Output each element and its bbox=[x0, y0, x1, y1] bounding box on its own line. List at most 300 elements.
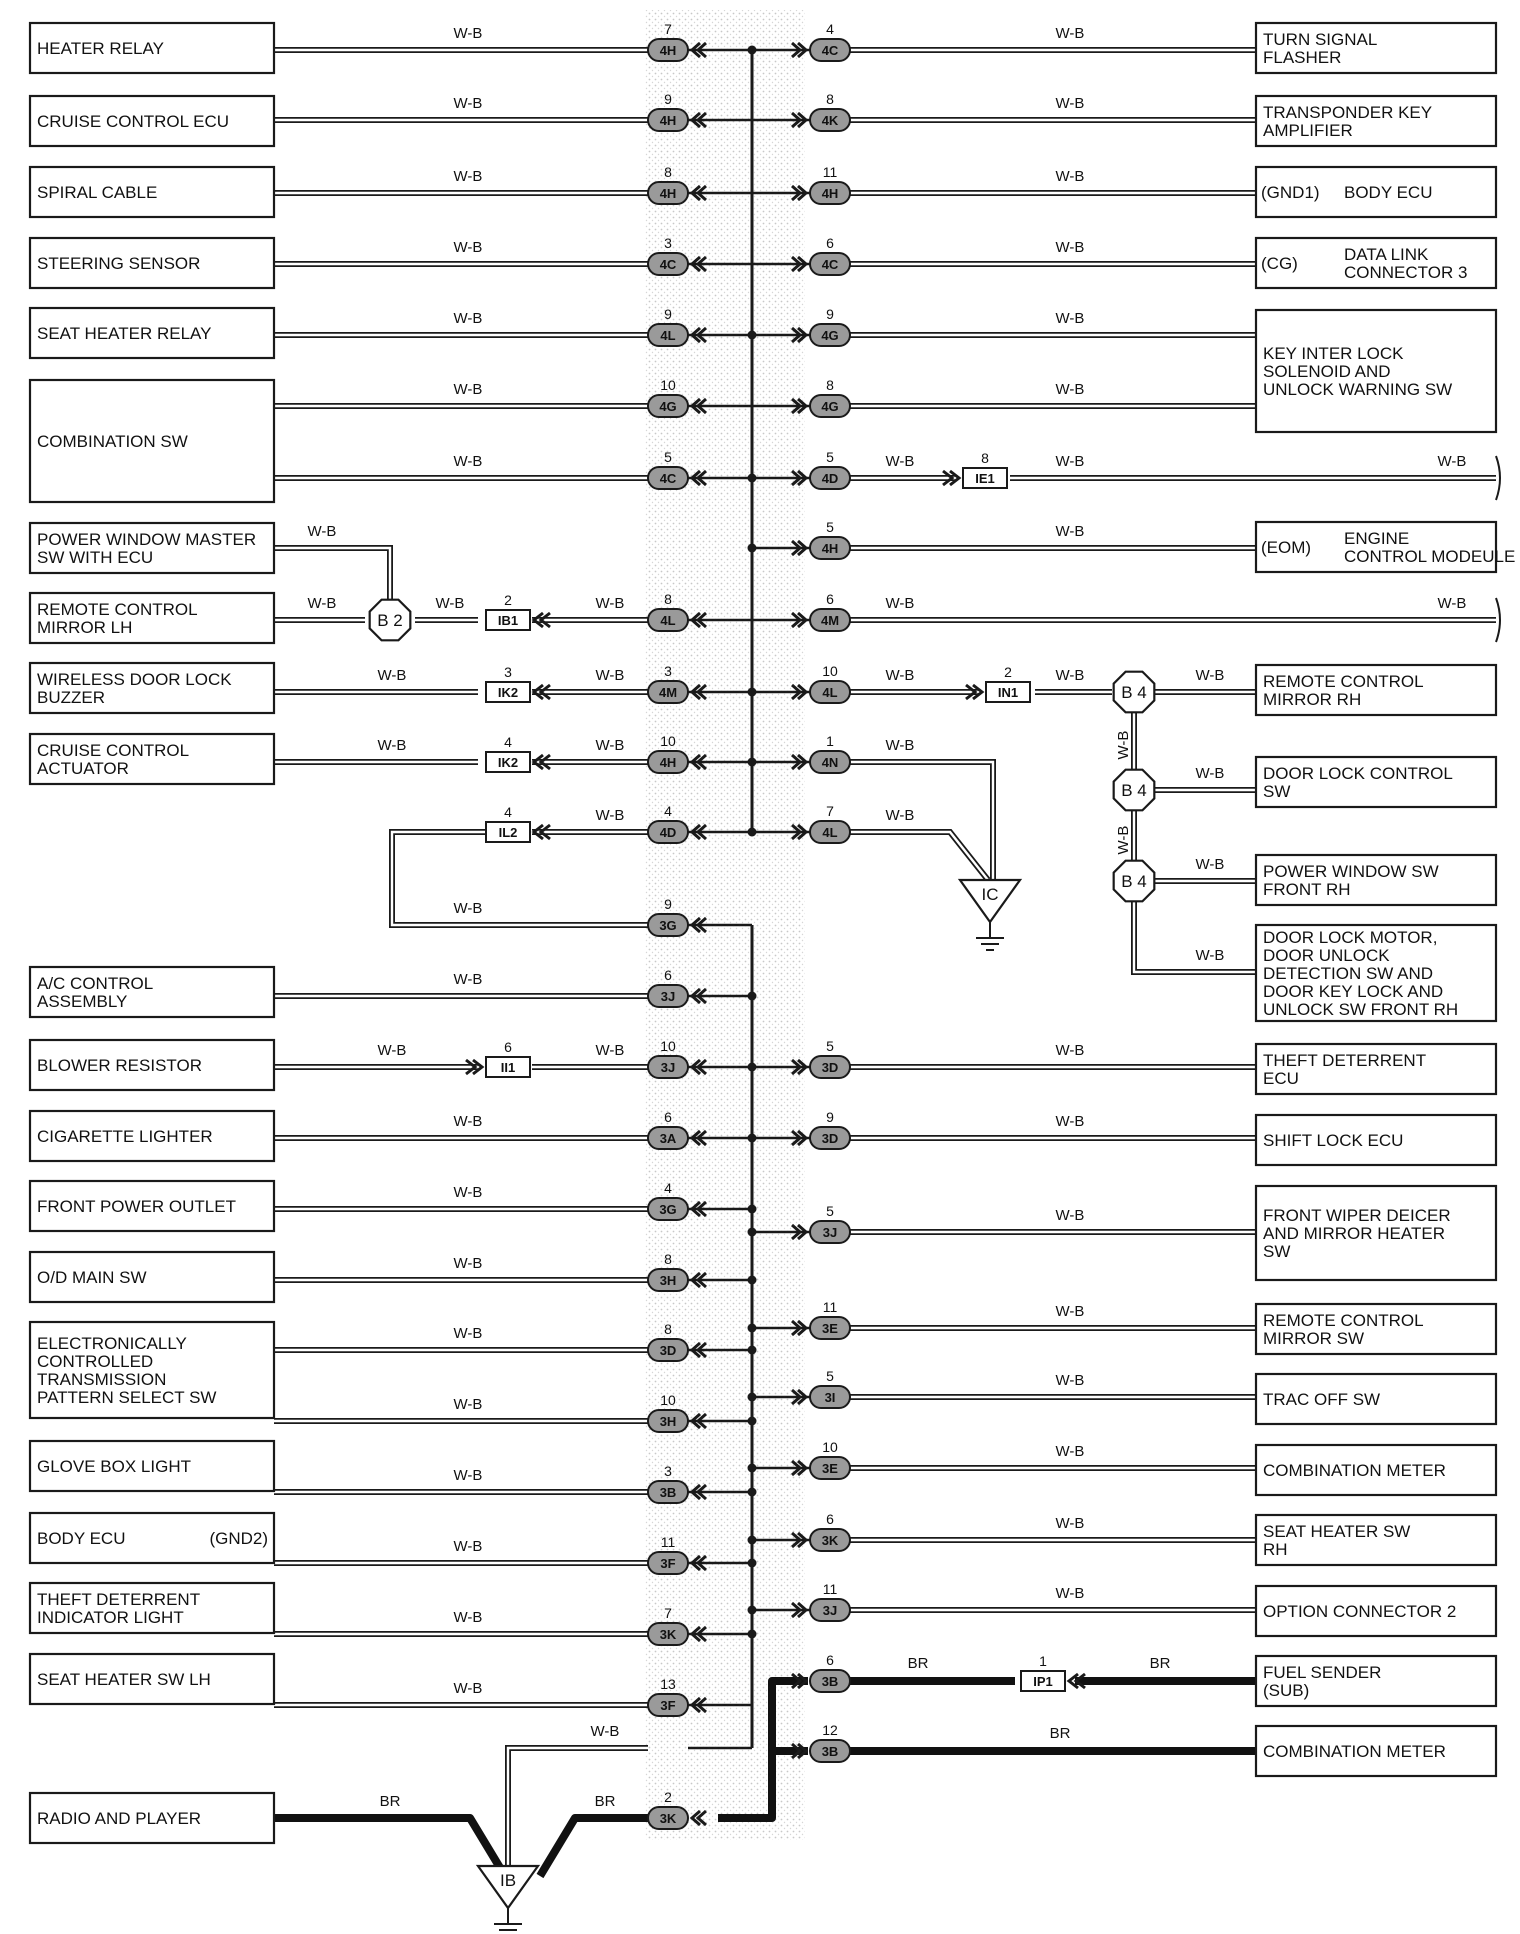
wire-color-label: W-B bbox=[453, 900, 483, 917]
component-label: FRONT POWER OUTLET bbox=[37, 1197, 236, 1216]
wire-wb bbox=[274, 548, 390, 600]
inline-pin: 4 bbox=[504, 804, 512, 820]
right-component-7 bbox=[1256, 757, 1496, 807]
connector-id: 4H bbox=[821, 541, 839, 556]
component-label: REMOTE CONTROL bbox=[1263, 1311, 1424, 1330]
wire-color-label: W-B bbox=[1055, 453, 1085, 470]
wire-color-label: W-B bbox=[377, 737, 407, 754]
left-component-20 bbox=[30, 1793, 274, 1843]
splice-dot bbox=[748, 1063, 757, 1072]
left-component-1 bbox=[30, 96, 274, 146]
component-label: DOOR LOCK CONTROL bbox=[1263, 764, 1453, 783]
component-label: RH bbox=[1263, 1540, 1288, 1559]
wire-outline bbox=[274, 548, 390, 600]
component-label: OPTION CONNECTOR 2 bbox=[1263, 1602, 1457, 1621]
wire-color-label: W-B bbox=[453, 971, 483, 988]
wire-color-label: W-B bbox=[1055, 381, 1085, 398]
pin-number: 5 bbox=[826, 519, 834, 535]
wire-color-label: W-B bbox=[885, 595, 915, 612]
pin-number: 6 bbox=[664, 1109, 672, 1125]
splice-dot bbox=[748, 688, 757, 697]
connector-id: 4N bbox=[821, 755, 839, 770]
connector-id: 3H bbox=[659, 1273, 677, 1288]
pin-number: 11 bbox=[822, 1299, 838, 1315]
inline-connector-0 bbox=[943, 450, 1007, 488]
left-component-18 bbox=[30, 1583, 274, 1633]
right-component-1 bbox=[1256, 96, 1496, 146]
right-component-6 bbox=[1256, 665, 1496, 715]
inline-pin: 2 bbox=[504, 592, 512, 608]
inline-connector-2 bbox=[486, 664, 550, 702]
wire-color-label: W-B bbox=[307, 595, 337, 612]
inline-connector-6 bbox=[466, 1039, 530, 1077]
pin-number: 6 bbox=[664, 967, 672, 983]
off-page-mark bbox=[1496, 598, 1500, 642]
splice-dot bbox=[748, 1606, 757, 1615]
wire-color-label: W-B bbox=[595, 1042, 625, 1059]
component-label: CONTROLLED bbox=[37, 1352, 154, 1371]
splice-dot bbox=[748, 828, 757, 837]
wire-br bbox=[540, 1818, 648, 1876]
pin-number: 5 bbox=[826, 1203, 834, 1219]
component-label: SW bbox=[1263, 1242, 1291, 1261]
component-label: CRUISE CONTROL bbox=[37, 741, 190, 760]
junction-id: B 4 bbox=[1121, 781, 1147, 800]
component-label: REMOTE CONTROL bbox=[37, 600, 198, 619]
splice-dot bbox=[748, 544, 757, 553]
junction-1 bbox=[1114, 672, 1155, 713]
wire-color-label: W-B bbox=[377, 1042, 407, 1059]
component-label: TRANSPONDER KEY bbox=[1263, 103, 1433, 122]
right-component-14 bbox=[1256, 1374, 1496, 1424]
right-component-5 bbox=[1256, 522, 1515, 572]
pin-number: 13 bbox=[660, 1676, 676, 1692]
component-label: BLOWER RESISTOR bbox=[37, 1056, 202, 1075]
pin-number: 8 bbox=[664, 591, 672, 607]
pin-number: 7 bbox=[826, 803, 834, 819]
right-component-15 bbox=[1256, 1445, 1496, 1495]
wire-color-label: W-B bbox=[1055, 310, 1085, 327]
connector-id: 4H bbox=[821, 186, 839, 201]
pin-number: 10 bbox=[822, 663, 838, 679]
splice-dot bbox=[748, 474, 757, 483]
splice-dot bbox=[748, 1393, 757, 1402]
splice-dot bbox=[748, 46, 757, 55]
inline-connector-7 bbox=[1021, 1653, 1085, 1691]
junction-id: B 4 bbox=[1121, 872, 1147, 891]
component-label: TRAC OFF SW bbox=[1263, 1390, 1381, 1409]
component-label: ECU bbox=[1263, 1069, 1299, 1088]
left-component-3 bbox=[30, 238, 274, 288]
component-label: POWER WINDOW MASTER bbox=[37, 530, 257, 549]
component-label: DETECTION SW AND bbox=[1263, 964, 1434, 983]
inline-connector-1 bbox=[486, 592, 550, 630]
connector-id: 3E bbox=[822, 1461, 838, 1476]
wire-color-label: W-B bbox=[1055, 95, 1085, 112]
wire-color-label: BR bbox=[1049, 1725, 1071, 1742]
pin-number: 3 bbox=[664, 663, 672, 679]
right-component-3 bbox=[1256, 238, 1496, 288]
wire-color-label: W-B bbox=[453, 1396, 483, 1413]
left-component-8 bbox=[30, 663, 274, 713]
wire-color-label: W-B bbox=[1055, 667, 1085, 684]
inline-id: IK2 bbox=[497, 685, 519, 700]
wire-color-label: W-B bbox=[453, 239, 483, 256]
component-label: MIRROR LH bbox=[37, 618, 133, 637]
wire-color-label: W-B bbox=[595, 807, 625, 824]
component-label: FUEL SENDER bbox=[1263, 1663, 1382, 1682]
connector-id: 3F bbox=[660, 1698, 676, 1713]
wire-color-label: W-B bbox=[1055, 1113, 1085, 1130]
component-label: BUZZER bbox=[37, 688, 105, 707]
wire-color-label: W-B bbox=[453, 1255, 483, 1272]
component-label: ASSEMBLY bbox=[37, 992, 128, 1011]
connector-id: 4D bbox=[659, 825, 677, 840]
connector-id: 4C bbox=[659, 257, 677, 272]
component-label: COMBINATION SW bbox=[37, 432, 188, 451]
wire-color-label: W-B bbox=[453, 381, 483, 398]
pin-number: 8 bbox=[826, 377, 834, 393]
wire-color-label: W-B bbox=[1055, 1207, 1085, 1224]
inline-id: IK2 bbox=[497, 755, 519, 770]
component-label: CRUISE CONTROL ECU bbox=[37, 112, 230, 131]
connector-id: 4H bbox=[659, 43, 677, 58]
component-label: PATTERN SELECT SW bbox=[37, 1388, 217, 1407]
connector-id: 3K bbox=[821, 1533, 839, 1548]
wire-color-label: W-B bbox=[435, 595, 465, 612]
wire-wb bbox=[850, 832, 988, 880]
connector-id: 3J bbox=[822, 1225, 838, 1240]
left-component-16 bbox=[30, 1441, 274, 1491]
wire-color-label: W-B bbox=[885, 667, 915, 684]
right-component-10 bbox=[1256, 1044, 1496, 1094]
inline-id: IL2 bbox=[498, 825, 518, 840]
component-label: FLASHER bbox=[1263, 48, 1342, 67]
left-component-10 bbox=[30, 967, 274, 1017]
wire-outline bbox=[508, 1748, 648, 1878]
component-label: SPIRAL CABLE bbox=[37, 183, 158, 202]
wire-color-label: W-B bbox=[1195, 947, 1225, 964]
wire-outline bbox=[850, 832, 988, 880]
component-label: CIGARETTE LIGHTER bbox=[37, 1127, 213, 1146]
wire-color-label: W-B bbox=[453, 168, 483, 185]
wire-color-label: W-B bbox=[595, 667, 625, 684]
pin-number: 11 bbox=[822, 164, 838, 180]
wire-color-label: W-B bbox=[1437, 595, 1467, 612]
pin-number: 8 bbox=[826, 91, 834, 107]
component-label: DOOR LOCK MOTOR, bbox=[1263, 928, 1438, 947]
right-component-0 bbox=[1256, 23, 1496, 73]
wire-color-label: W-B bbox=[885, 807, 915, 824]
connector-id: 4G bbox=[821, 399, 839, 414]
wire-color-label: W-B bbox=[1055, 523, 1085, 540]
connector-id: 4H bbox=[659, 755, 677, 770]
component-label: THEFT DETERRENT bbox=[1263, 1051, 1427, 1070]
component-label: TRANSMISSION bbox=[37, 1370, 167, 1389]
pin-number: 9 bbox=[664, 91, 672, 107]
splice-dot bbox=[748, 1417, 757, 1426]
component-label: SW WITH ECU bbox=[37, 548, 154, 567]
left-component-13 bbox=[30, 1181, 274, 1231]
pin-number: 4 bbox=[826, 21, 834, 37]
pin-number: 8 bbox=[664, 164, 672, 180]
component-label: COMBINATION METER bbox=[1263, 1742, 1446, 1761]
component-label: SHIFT LOCK ECU bbox=[1263, 1131, 1404, 1150]
component-tag: (GND2) bbox=[209, 1529, 268, 1548]
wire-color-label: W-B bbox=[1055, 1443, 1085, 1460]
component-label: FRONT WIPER DEICER bbox=[1263, 1206, 1451, 1225]
wire-color-label: W-B bbox=[595, 595, 625, 612]
right-component-12 bbox=[1256, 1186, 1496, 1280]
component-label: WIRELESS DOOR LOCK bbox=[37, 670, 232, 689]
splice-dot bbox=[748, 1228, 757, 1237]
wire-color-label: W-B bbox=[1055, 1303, 1085, 1320]
wire-color-label: W-B bbox=[453, 95, 483, 112]
pin-number: 6 bbox=[826, 591, 834, 607]
splice-dot bbox=[748, 1536, 757, 1545]
right-component-11 bbox=[1256, 1115, 1496, 1165]
left-component-0 bbox=[30, 23, 274, 73]
ground-id: IB bbox=[499, 1871, 517, 1890]
inline-pin: 1 bbox=[1039, 1653, 1047, 1669]
inline-pin: 6 bbox=[504, 1039, 512, 1055]
right-component-2 bbox=[1256, 167, 1496, 217]
component-label: HEATER RELAY bbox=[37, 39, 164, 58]
component-label: SEAT HEATER SW LH bbox=[37, 1670, 211, 1689]
ground-0 bbox=[960, 880, 1020, 950]
component-label: CONNECTOR 3 bbox=[1344, 263, 1468, 282]
splice-dot bbox=[748, 1559, 757, 1568]
left-component-15 bbox=[30, 1322, 274, 1418]
pin-number: 5 bbox=[826, 449, 834, 465]
component-label: POWER WINDOW SW bbox=[1263, 862, 1439, 881]
pin-number: 3 bbox=[664, 1463, 672, 1479]
pin-number: 6 bbox=[826, 1652, 834, 1668]
connector-id: 4M bbox=[658, 685, 678, 700]
splice-dot bbox=[748, 1346, 757, 1355]
left-component-17 bbox=[30, 1513, 274, 1563]
ground-id: IC bbox=[981, 885, 999, 904]
pin-number: 10 bbox=[660, 1392, 676, 1408]
splice-dot bbox=[748, 758, 757, 767]
splice-dot bbox=[748, 1276, 757, 1285]
component-label: DATA LINK bbox=[1344, 245, 1429, 264]
connector-id: 3E bbox=[822, 1321, 838, 1336]
connector-id: 4C bbox=[821, 257, 839, 272]
inline-id: II1 bbox=[500, 1060, 516, 1075]
component-label: BODY ECU bbox=[37, 1529, 126, 1548]
wire-color-label: W-B bbox=[453, 25, 483, 42]
component-label: (SUB) bbox=[1263, 1681, 1310, 1700]
connector-id: 3D bbox=[821, 1060, 839, 1075]
inline-pin: 3 bbox=[504, 664, 512, 680]
pin-number: 6 bbox=[826, 1511, 834, 1527]
component-label: UNLOCK WARNING SW bbox=[1263, 380, 1453, 399]
splice-dot bbox=[748, 1324, 757, 1333]
pin-number: 10 bbox=[660, 733, 676, 749]
inline-id: IB1 bbox=[497, 613, 519, 628]
left-component-12 bbox=[30, 1111, 274, 1161]
wire-color-label: W-B bbox=[453, 1467, 483, 1484]
wire-color-label: W-B bbox=[453, 1609, 483, 1626]
connector-id: 4G bbox=[821, 328, 839, 343]
pin-number: 7 bbox=[664, 21, 672, 37]
connector-id: 4H bbox=[659, 186, 677, 201]
connector-id: 3A bbox=[659, 1131, 677, 1146]
pin-number: 10 bbox=[660, 377, 676, 393]
connector-id: 3D bbox=[821, 1131, 839, 1146]
connector-id: 4C bbox=[821, 43, 839, 58]
right-component-19 bbox=[1256, 1726, 1496, 1776]
pin-number: 4 bbox=[664, 1180, 672, 1196]
component-label: MIRROR SW bbox=[1263, 1329, 1365, 1348]
inline-id: IE1 bbox=[975, 471, 995, 486]
component-label: A/C CONTROL bbox=[37, 974, 154, 993]
component-label: STEERING SENSOR bbox=[37, 254, 201, 273]
wire-color-label: W-B bbox=[1195, 856, 1225, 873]
junction-id: B 4 bbox=[1121, 683, 1147, 702]
inline-connector-3 bbox=[966, 664, 1030, 702]
ground-1 bbox=[478, 1866, 538, 1934]
component-label: ENGINE bbox=[1344, 529, 1410, 548]
pin-number: 3 bbox=[664, 235, 672, 251]
inline-connector-4 bbox=[486, 734, 550, 772]
left-component-4 bbox=[30, 308, 274, 358]
connector-id: 3G bbox=[659, 918, 677, 933]
connector-id: 3J bbox=[660, 989, 676, 1004]
connector-id: 3B bbox=[659, 1485, 677, 1500]
wire-color-label: W-B bbox=[453, 1184, 483, 1201]
wire-color-label: W-B bbox=[453, 1325, 483, 1342]
left-component-5 bbox=[30, 380, 274, 502]
wire-wb bbox=[392, 832, 648, 925]
component-label: INDICATOR LIGHT bbox=[37, 1608, 184, 1627]
wire-color-label: W-B bbox=[453, 310, 483, 327]
wire-outline bbox=[392, 832, 648, 925]
wire-color-label: W-B bbox=[885, 453, 915, 470]
pin-number: 9 bbox=[826, 1109, 834, 1125]
wire-color-label: W-B bbox=[377, 667, 407, 684]
connector-id: 4L bbox=[660, 328, 676, 343]
pin-number: 10 bbox=[822, 1439, 838, 1455]
wire-color-label: BR bbox=[907, 1655, 929, 1672]
component-label: O/D MAIN SW bbox=[37, 1268, 147, 1287]
left-component-9 bbox=[30, 734, 274, 784]
pin-number: 7 bbox=[664, 1605, 672, 1621]
connector-id: 4L bbox=[822, 685, 838, 700]
wire-color-label: BR bbox=[379, 1793, 401, 1810]
off-page-mark bbox=[1496, 456, 1500, 500]
connector-id: 3K bbox=[659, 1627, 677, 1642]
wire-color-label: W-B bbox=[453, 1680, 483, 1697]
pin-number: 10 bbox=[660, 1038, 676, 1054]
connector-id: 3B bbox=[821, 1744, 839, 1759]
wire-color-label: W-B bbox=[1055, 1372, 1085, 1389]
wire-color-label: W-B bbox=[1115, 825, 1132, 855]
right-component-18 bbox=[1256, 1656, 1496, 1706]
inline-id: IN1 bbox=[997, 685, 1019, 700]
component-label: CONTROL MODEULE bbox=[1344, 547, 1516, 566]
splice-dot bbox=[748, 1488, 757, 1497]
connector-id: 3I bbox=[824, 1390, 836, 1405]
wire-wb bbox=[508, 1748, 648, 1878]
component-label: TURN SIGNAL bbox=[1263, 30, 1378, 49]
component-label: ELECTRONICALLY bbox=[37, 1334, 187, 1353]
component-label: FRONT RH bbox=[1263, 880, 1351, 899]
component-label: SEAT HEATER RELAY bbox=[37, 324, 212, 343]
pin-number: 8 bbox=[664, 1251, 672, 1267]
connector-id: 4D bbox=[821, 471, 839, 486]
connector-id: 4K bbox=[821, 113, 839, 128]
component-tag: (GND1) bbox=[1261, 183, 1320, 202]
component-label: AND MIRROR HEATER bbox=[1263, 1224, 1445, 1243]
wire-core bbox=[508, 1748, 648, 1878]
right-component-8 bbox=[1256, 855, 1496, 905]
junction-id: B 2 bbox=[377, 611, 403, 630]
splice-dot bbox=[748, 1630, 757, 1639]
component-label: SW bbox=[1263, 782, 1291, 801]
connector-id: 4G bbox=[659, 399, 677, 414]
component-label: GLOVE BOX LIGHT bbox=[37, 1457, 191, 1476]
component-tag: (EOM) bbox=[1261, 538, 1312, 557]
wire-color-label: W-B bbox=[1437, 453, 1467, 470]
pin-number: 9 bbox=[664, 896, 672, 912]
wire-color-label: W-B bbox=[1055, 239, 1085, 256]
component-label: COMBINATION METER bbox=[1263, 1461, 1446, 1480]
wire-color-label: BR bbox=[594, 1793, 616, 1810]
pin-number: 1 bbox=[826, 733, 834, 749]
wire-core bbox=[392, 832, 648, 925]
left-component-19 bbox=[30, 1654, 274, 1704]
wire-color-label: W-B bbox=[885, 737, 915, 754]
splice-dot bbox=[748, 992, 757, 1001]
connector-id: 3D bbox=[659, 1343, 677, 1358]
pin-number: 12 bbox=[822, 1722, 838, 1738]
left-component-14 bbox=[30, 1252, 274, 1302]
connector-id: 3K bbox=[659, 1811, 677, 1826]
connector-id: 4M bbox=[820, 613, 840, 628]
pin-number: 5 bbox=[826, 1368, 834, 1384]
splice-dot bbox=[748, 1134, 757, 1143]
wire-color-label: W-B bbox=[1055, 25, 1085, 42]
pin-number: 11 bbox=[822, 1581, 838, 1597]
wire-color-label: W-B bbox=[1055, 1515, 1085, 1532]
connector-id: 3J bbox=[660, 1060, 676, 1075]
wire-color-label: W-B bbox=[453, 1538, 483, 1555]
component-label: BODY ECU bbox=[1344, 183, 1433, 202]
junction-2 bbox=[1114, 770, 1155, 811]
pin-number: 9 bbox=[826, 306, 834, 322]
pin-number: 2 bbox=[664, 1789, 672, 1805]
connector-id: 3B bbox=[821, 1674, 839, 1689]
component-label: DOOR UNLOCK bbox=[1263, 946, 1390, 965]
connector-id: 4H bbox=[659, 113, 677, 128]
wire-color-label: W-B bbox=[1055, 1585, 1085, 1602]
component-label: RADIO AND PLAYER bbox=[37, 1809, 202, 1828]
pin-number: 5 bbox=[826, 1038, 834, 1054]
connector-id: 3J bbox=[822, 1603, 838, 1618]
connector-id: 4C bbox=[659, 471, 677, 486]
pin-number: 9 bbox=[664, 306, 672, 322]
connector-id: 4L bbox=[822, 825, 838, 840]
wire-color-label: W-B bbox=[590, 1723, 620, 1740]
wire-color-label: W-B bbox=[1055, 168, 1085, 185]
connector-id: 3G bbox=[659, 1202, 677, 1217]
wire-color-label: W-B bbox=[1195, 765, 1225, 782]
component-label: MIRROR RH bbox=[1263, 690, 1362, 709]
pin-number: 11 bbox=[660, 1534, 676, 1550]
component-label: DOOR KEY LOCK AND bbox=[1263, 982, 1444, 1001]
